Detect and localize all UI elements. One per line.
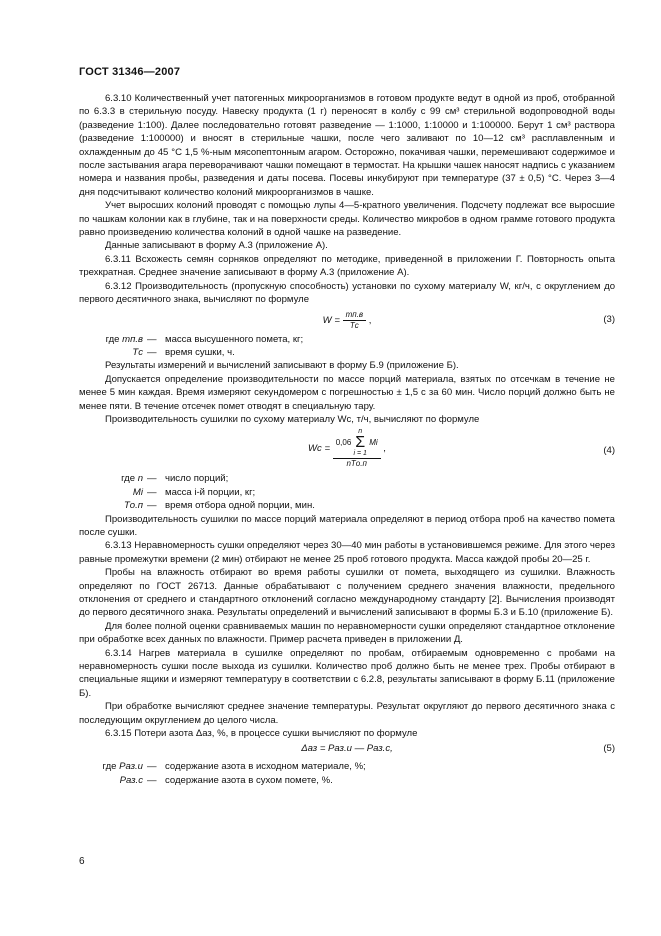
page-number: 6: [79, 856, 85, 867]
paragraph-std-deviation: Для более полной оценки сравниваемых машин по неравномерности сушки определяют стандартное отклонение при обработке всех данных по влажности. Пример расчета приведен в приложении Д.: [79, 620, 615, 646]
formula-4: [79, 426, 615, 472]
definition-text: содержание азота в исходном материале, %;: [165, 761, 366, 773]
formula-4-fraction: [333, 428, 381, 469]
definition-row: где mп.в — масса высушенного помета, кг;: [79, 333, 615, 346]
paragraph-6-3-13: 6.3.13 Неравномерность сушки определяют через 30—40 мин работы в установившемся режиме. Для этого через равные промежутки времени (2 мин) отбирают не менее 25 проб готового продукта. Масса каждой пробы 20—25 г.: [79, 540, 615, 565]
formula-3-numerator: mп.в: [345, 309, 364, 319]
formula-5-number: (5): [603, 743, 615, 755]
formula-4-number: (4): [603, 445, 615, 457]
paragraph-moisture-samples: Пробы на влажность отбирают во время работы сушилки от помета, выходящего из сушилки. Влажность определяют по ГОСТ 26713. Данные обрабатывают с получением среднего значения влажности, предельного отклонения от среднего и стандартного отклонений согласно международному стандарту [2]. Вычисления производят до первого десятичного знака. Результаты определений и вычислений записывают в формы Б.3 и Б.10 (приложение Б).: [79, 567, 615, 619]
paragraph-colony-count: Учет выросших колоний проводят с помощью лупы 4—5-кратного увеличения. Подсчету подлежат все выросшие по чашкам колонии как в глубине, так и на поверхности среды. Количество микробов в одном грамме готового продукта равно произведению количества колоний в одной чашке на разведение.: [79, 200, 615, 239]
formula-5: [79, 740, 615, 760]
definition-symbol: Pаз.и: [119, 761, 143, 773]
paragraph-temperature-average: При обработке вычисляют среднее значение температуры. Результат округляют до первого десятичного знака с последующим округлением до целого числа.: [79, 701, 615, 726]
definition-row: где n — число порций;: [79, 472, 615, 485]
paragraph-portion-method: Допускается определение производительности по массе порций материала, взятых по отсечкам в течение не менее 5 мин каждая. Время измеряют секундомером с погрешностью ± 1,5 с за 60 мин. Число порций должно быть не менее пяти. В течение отсечек помет отводят в специальную тару.: [79, 373, 615, 412]
paragraph-dryer-productivity: Производительность сушилки по сухому материалу Wс, т/ч, вычисляют по формуле: [105, 413, 480, 425]
formula-3-tail: ,: [368, 314, 372, 326]
definition-symbol: Mi: [132, 486, 143, 498]
definition-text: время отбора одной порции, мин.: [165, 500, 315, 512]
definition-text: число порций;: [165, 473, 229, 485]
definitions-formula-5: [79, 760, 615, 787]
definition-row: где Pаз.и — содержание азота в исходном материале, %;: [79, 760, 615, 773]
definition-text: время сушки, ч.: [165, 346, 235, 358]
paragraph-6-3-15: 6.3.15 Потери азота Δаз, %, в процессе сушки вычисляют по формуле: [105, 728, 418, 740]
formula-3-lhs: W =: [322, 314, 340, 326]
document-body: [79, 92, 615, 787]
formula-4-lhs: Wс =: [308, 443, 331, 455]
definition-symbol: Pаз.с: [119, 774, 143, 786]
formula-4-denominator: nTо.п: [346, 459, 367, 469]
paragraph-6-3-10: 6.3.10 Количественный учет патогенных микроорганизмов в готовом продукте ведут в одной из проб, отобранной по 6.3.3 в стерильную посуду. Навеску продукта (1 г) переносят в колбу с 99 см³ стерильной водопроводной воды (разведение 1:100). Далее последовательно готовят разведение — 1:1000, 1:10000 и 1:100000. Берут 1 см³ раствора (разведение 1:100000) и вносят в стерильные чашки, после чего заливают по 10—12 см³ расплавленным и охлажденным до 45 °С 1,5 %-ным мясопептонным агаром. Осторожно, покачивая чашки, перемешивают содержимое и после застывания агара переворачивают чашки помещают в термостат. На крышки чашек наносят надпись с указанием номера и названия пробы, разведения и даты посева. Посевы инкубируют при температуре (37 ± 0,5) °С. Через 3—4 дня подсчитывают количество колоний микроорганизмов в чашке.: [79, 93, 615, 198]
formula-3: [79, 307, 615, 333]
formula-4-term: Mi: [369, 438, 378, 448]
paragraph-form-a3: Данные записывают в форму А.3 (приложение А).: [105, 240, 328, 252]
definition-symbol: Tо.п: [123, 500, 143, 512]
definition-row: Tо.п — время отбора одной порции, мин.: [79, 499, 615, 512]
definition-row: Mi — масса i-й порции, кг;: [79, 486, 615, 499]
definition-lead: где: [121, 473, 136, 485]
definition-lead: где: [105, 333, 120, 345]
paragraph-6-3-14: 6.3.14 Нагрев материала в сушилке определяют по пробам, отбираемым одновременно с пробами на неравномерность сушки после выхода из сушилки. Количество проб должно быть не менее трех. Пробы отбирают в специальные ящики и измеряют температуру в соответствии с 6.2.8, результаты записывают в форму Б.11 (приложение Б).: [79, 647, 615, 699]
paragraph-6-3-11: 6.3.11 Всхожесть семян сорняков определяют по методике, приведенной в приложении Г. Повторность опыта трехкратная. Среднее значение записывают в форму А.3 (приложение А).: [79, 253, 615, 279]
formula-4-tail: ,: [383, 443, 386, 455]
sum-upper-limit: n: [358, 428, 363, 436]
definition-symbol: mп.в: [122, 333, 143, 345]
standard-header: ГОСТ 31346—2007: [79, 66, 181, 78]
definition-symbol: n: [137, 473, 143, 485]
paragraph-form-b9: Результаты измерений и вычислений записывают в форму Б.9 (приложение Б).: [105, 360, 459, 372]
definition-row: Pаз.с — содержание азота в сухом помете, %.: [79, 774, 615, 787]
paragraph-6-3-12: 6.3.12 Производительность (пропускную способность) установки по сухому материалу W, кг/ч, с округлением до первого десятичного знака, вычисляют по формуле: [79, 280, 615, 306]
formula-3-denominator: Tс: [349, 320, 359, 330]
formula-3-number: (3): [603, 313, 615, 325]
sum-lower-limit: i = 1: [353, 450, 367, 458]
definition-text: масса i-й порции, кг;: [165, 486, 256, 498]
definition-row: Tс — время сушки, ч.: [79, 346, 615, 359]
definitions-formula-4: [79, 472, 615, 512]
sum-sign: n Σ i = 1: [353, 428, 367, 458]
definition-lead: где: [102, 761, 117, 773]
formula-5-expression: Δаз = Pаз.и — Pаз.с,: [301, 743, 393, 755]
definitions-formula-3: [79, 333, 615, 360]
definition-text: масса высушенного помета, кг;: [165, 333, 304, 345]
formula-3-fraction: [343, 310, 366, 331]
definition-symbol: Tс: [132, 346, 143, 358]
formula-4-coef: 0,06: [335, 438, 352, 448]
paragraph-portion-period: Производительность сушилки по массе порций материала определяют в период отбора проб на качество помета после сушки.: [79, 513, 615, 538]
definition-text: содержание азота в сухом помете, %.: [165, 774, 333, 786]
